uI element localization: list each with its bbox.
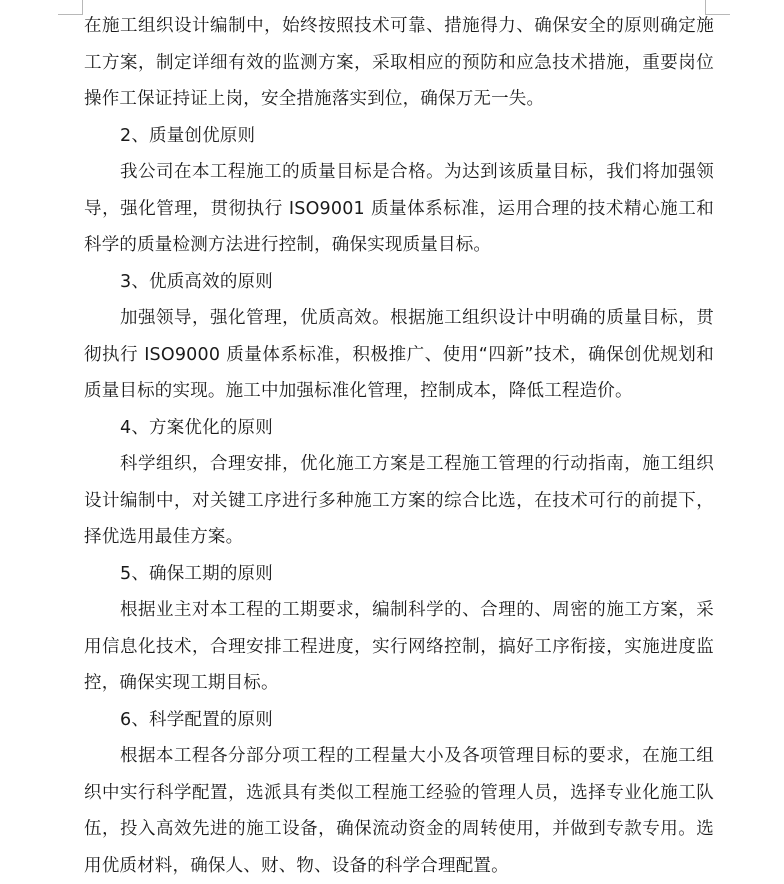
intro-paragraph: 在施工组织设计编制中，始终按照技术可靠、措施得力、确保安全的原则确定施工方案，制定详细有效的监测方案，采取相应的预防和应急技术措施，重要岗位操作工保证持证上岗，安全措施落实到位，确保万无一失。 [84, 16, 714, 109]
section-body-optimization: 科学组织，合理安排，优化施工方案是工程施工管理的行动指南，施工组织设计编制中，对关键工序进行多种施工方案的综合比选，在技术可行的前提下，择优选用最佳方案。 [84, 454, 714, 547]
section-heading-optimization: 4、方案优化的原则 [120, 417, 273, 438]
document-body [84, 8, 714, 884]
section-heading-schedule: 5、确保工期的原则 [120, 563, 273, 584]
section-body-allocation: 根据本工程各分部分项工程的工程量大小及各项管理目标的要求，在施工组织中实行科学配置，选派具有类似工程施工经验的管理人员，选择专业化施工队伍，投入高效先进的施工设备，确保流动资金的周转使用，并做到专款专用。选用优质材料，确保人、财、物、设备的科学合理配置。 [84, 746, 714, 876]
section-body-efficiency: 加强领导，强化管理，优质高效。根据施工组织设计中明确的质量目标，贯彻执行 ISO9000 质量体系标准，积极推广、使用“四新”技术，确保创优规划和质量目标的实现。施工中加强标准化管理，控制成本，降低工程造价。 [84, 308, 714, 401]
section-heading-quality: 2、质量创优原则 [120, 125, 256, 146]
section-heading-efficiency: 3、优质高效的原则 [120, 271, 273, 292]
section-body-schedule: 根据业主对本工程的工期要求，编制科学的、合理的、周密的施工方案，采用信息化技术，合理安排工程进度，实行网络控制，搞好工序衔接，实施进度监控，确保实现工期目标。 [84, 600, 714, 693]
section-body-quality: 我公司在本工程施工的质量目标是合格。为达到该质量目标，我们将加强领导，强化管理，贯彻执行 ISO9001 质量体系标准，运用合理的技术精心施工和科学的质量检测方法进行控制，确保实现质量目标。 [84, 162, 714, 255]
section-heading-allocation: 6、科学配置的原则 [120, 709, 273, 730]
crop-mark-top-left [58, 0, 83, 15]
